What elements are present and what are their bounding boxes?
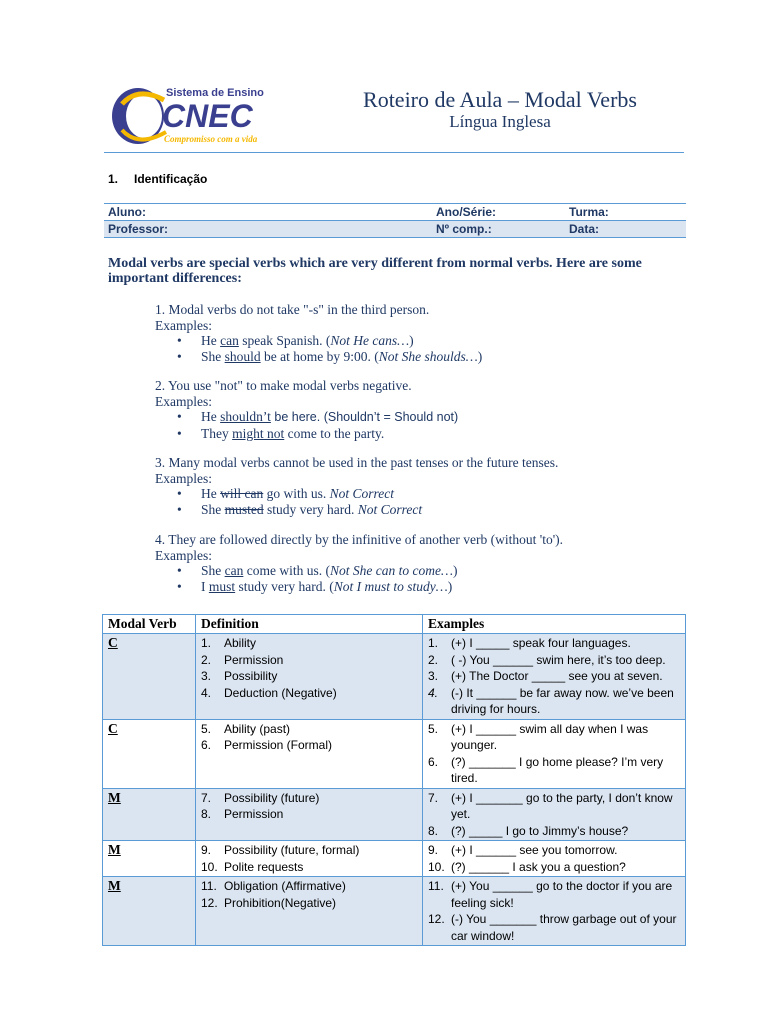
year-label: Ano/Série: [432,204,565,221]
modal-verb-cell: M [103,788,196,841]
date-label: Data: [565,221,686,238]
examples-label: Examples: [155,470,212,486]
logo-tagline: Compromisso com a vida [164,134,258,144]
item-text: (?) _______ I go home please? I’m very tired. [451,754,664,785]
table-row [103,841,686,877]
examples-cell [423,634,686,720]
intro-paragraph: Modal verbs are special verbs which are very different from normal verbs. Here are some important differences: [108,256,642,286]
definition-item [201,652,417,669]
table-row [103,788,686,841]
item-text: (+) I _______ go to the party, I don’t know yet. [451,790,673,821]
item-text: (+) You ______ go to the doctor if you are feeling sick! [451,879,673,910]
modal-verbs-table [102,614,686,946]
item-text: Possibility (future) [224,790,320,805]
item-text: Polite requests [224,859,304,874]
example-item: • She should be at home by 9:00. (Not She shoulds…) [201,349,482,365]
example-sentence [428,668,680,685]
item-text: ( -) You ______ swim here, it’s too deep. [451,652,666,667]
item-number: 5. [428,721,439,736]
item-number: 7. [201,790,212,805]
item-text: Permission [224,652,284,667]
definition-cell [196,634,423,720]
table-row [103,719,686,788]
item-number: 3. [428,669,439,683]
item-number: 1. [201,636,212,650]
item-number: 6. [428,754,439,769]
logo-top-text: Sistema de Ensino [166,87,264,99]
table-header-row [103,615,686,634]
header-modal-verb: Modal Verb [103,615,196,634]
item-number: 2. [201,652,212,667]
definition-item [201,842,417,859]
examples-label: Examples: [155,393,212,409]
definition-item [201,737,417,754]
info-row-teacher [104,221,686,238]
definition-item [201,685,417,702]
example-sentence [428,652,680,669]
item-number: 3. [201,669,212,683]
example-item: • He shouldn’t be here. (Shouldn’t = Should not) [201,409,458,426]
item-text: Prohibition(Negative) [224,895,337,910]
rule-section-3 [155,455,558,517]
header-examples: Examples [423,615,686,634]
item-text: Deduction (Negative) [224,685,337,700]
definition-cell [196,719,423,788]
modal-verb-cell: M [103,877,196,946]
item-number: 2. [428,652,439,667]
student-label: Aluno: [104,204,432,221]
item-text: Possibility [224,669,278,683]
item-number: 9. [201,843,212,857]
item-number: 12. [201,895,218,910]
item-number: 4. [428,685,439,700]
identification-heading [108,172,207,186]
example-sentence [428,859,680,876]
comp-number-label: Nº comp.: [432,221,565,238]
logo-main-text: CNEC [162,98,253,134]
identification-label: Identificação [134,172,208,186]
item-number: 9. [428,843,439,857]
examples-label: Examples: [155,317,212,333]
item-text: Ability [224,636,257,650]
identification-number: 1. [108,172,119,186]
header-divider [104,152,684,153]
item-text: (-) It ______ be far away now. we’ve been driving for hours. [451,685,674,716]
item-number: 11. [428,879,444,893]
page-subtitle: Língua Inglesa [449,112,551,131]
table-row [103,877,686,946]
definition-item [201,806,417,823]
item-text: (?) _____ I go to Jimmy’s house? [451,823,629,838]
definition-cell [196,841,423,877]
definition-item [201,635,417,652]
examples-cell [423,841,686,877]
item-text: (-) You _______ throw garbage out of your car window! [451,912,677,943]
rule-section-4 [155,532,563,594]
rule-section-2 [155,378,458,441]
definition-item [201,790,417,807]
class-label: Turma: [565,204,686,221]
examples-label: Examples: [155,547,212,563]
example-item: • They might not come to the party. [201,426,458,442]
table-body [103,634,686,946]
item-number: 10. [428,859,445,874]
definition-item [201,878,417,895]
modal-verb-cell: C [103,719,196,788]
item-number: 10. [201,859,218,874]
student-info-table [104,203,686,238]
examples-cell [423,788,686,841]
table-row [103,634,686,720]
rule-heading: 4. They are followed directly by the infinitive of another verb (without 'to'). [155,532,563,547]
item-text: Possibility (future, formal) [224,843,360,857]
item-text: Ability (past) [224,721,291,736]
item-number: 6. [201,738,212,752]
example-item: • She can come with us. (Not She can to come…) [201,563,563,579]
item-text: (+) I ______ swim all day when I was younger. [451,721,649,752]
definition-item [201,895,417,912]
example-item: • He will can go with us. Not Correct [201,486,558,502]
item-text: (+) I ______ see you tomorrow. [451,843,618,857]
item-number: 8. [428,823,439,838]
example-sentence [428,685,680,718]
item-number: 7. [428,790,439,805]
info-row-student [104,204,686,221]
example-sentence [428,823,680,840]
rule-section-1 [155,302,482,364]
example-item: • I must study very hard. (Not I must to study…) [201,579,563,595]
example-sentence [428,842,680,859]
teacher-label: Professor: [104,221,432,238]
item-number: 4. [201,685,212,700]
definition-item [201,859,417,876]
example-sentence [428,635,680,652]
example-sentence [428,790,680,823]
rule-heading: 2. You use "not" to make modal verbs negative. [155,378,412,393]
example-sentence [428,911,680,944]
item-number: 1. [428,636,439,650]
item-text: Permission [224,807,284,821]
rule-heading: 3. Many modal verbs cannot be used in the past tenses or the future tenses. [155,455,559,470]
definition-item [201,668,417,685]
definition-item [201,721,417,738]
item-number: 5. [201,721,212,736]
modal-verb-cell: M [103,841,196,877]
definition-cell [196,788,423,841]
example-sentence [428,721,680,754]
rule-heading: 1. Modal verbs do not take "-s" in the third person. [155,302,430,317]
item-number: 8. [201,807,212,821]
item-text: (+) I _____ speak four languages. [451,636,631,650]
examples-cell [423,877,686,946]
item-number: 12. [428,912,445,926]
item-text: Permission (Formal) [224,738,333,752]
examples-cell [423,719,686,788]
item-number: 11. [201,879,217,893]
modal-verb-cell: C [103,634,196,720]
item-text: Obligation (Affirmative) [224,879,346,893]
example-item: • He can speak Spanish. (Not He cans…) [201,333,482,349]
item-text: (?) ______ I ask you a question? [451,859,626,874]
page-title: Roteiro de Aula – Modal Verbs [363,87,637,112]
definition-cell [196,877,423,946]
example-sentence [428,754,680,787]
cnec-logo [108,82,280,150]
item-text: (+) The Doctor _____ see you at seven. [451,669,663,683]
header-definition: Definition [196,615,423,634]
example-sentence [428,878,680,911]
example-item: • She musted study very hard. Not Correct [201,502,558,518]
